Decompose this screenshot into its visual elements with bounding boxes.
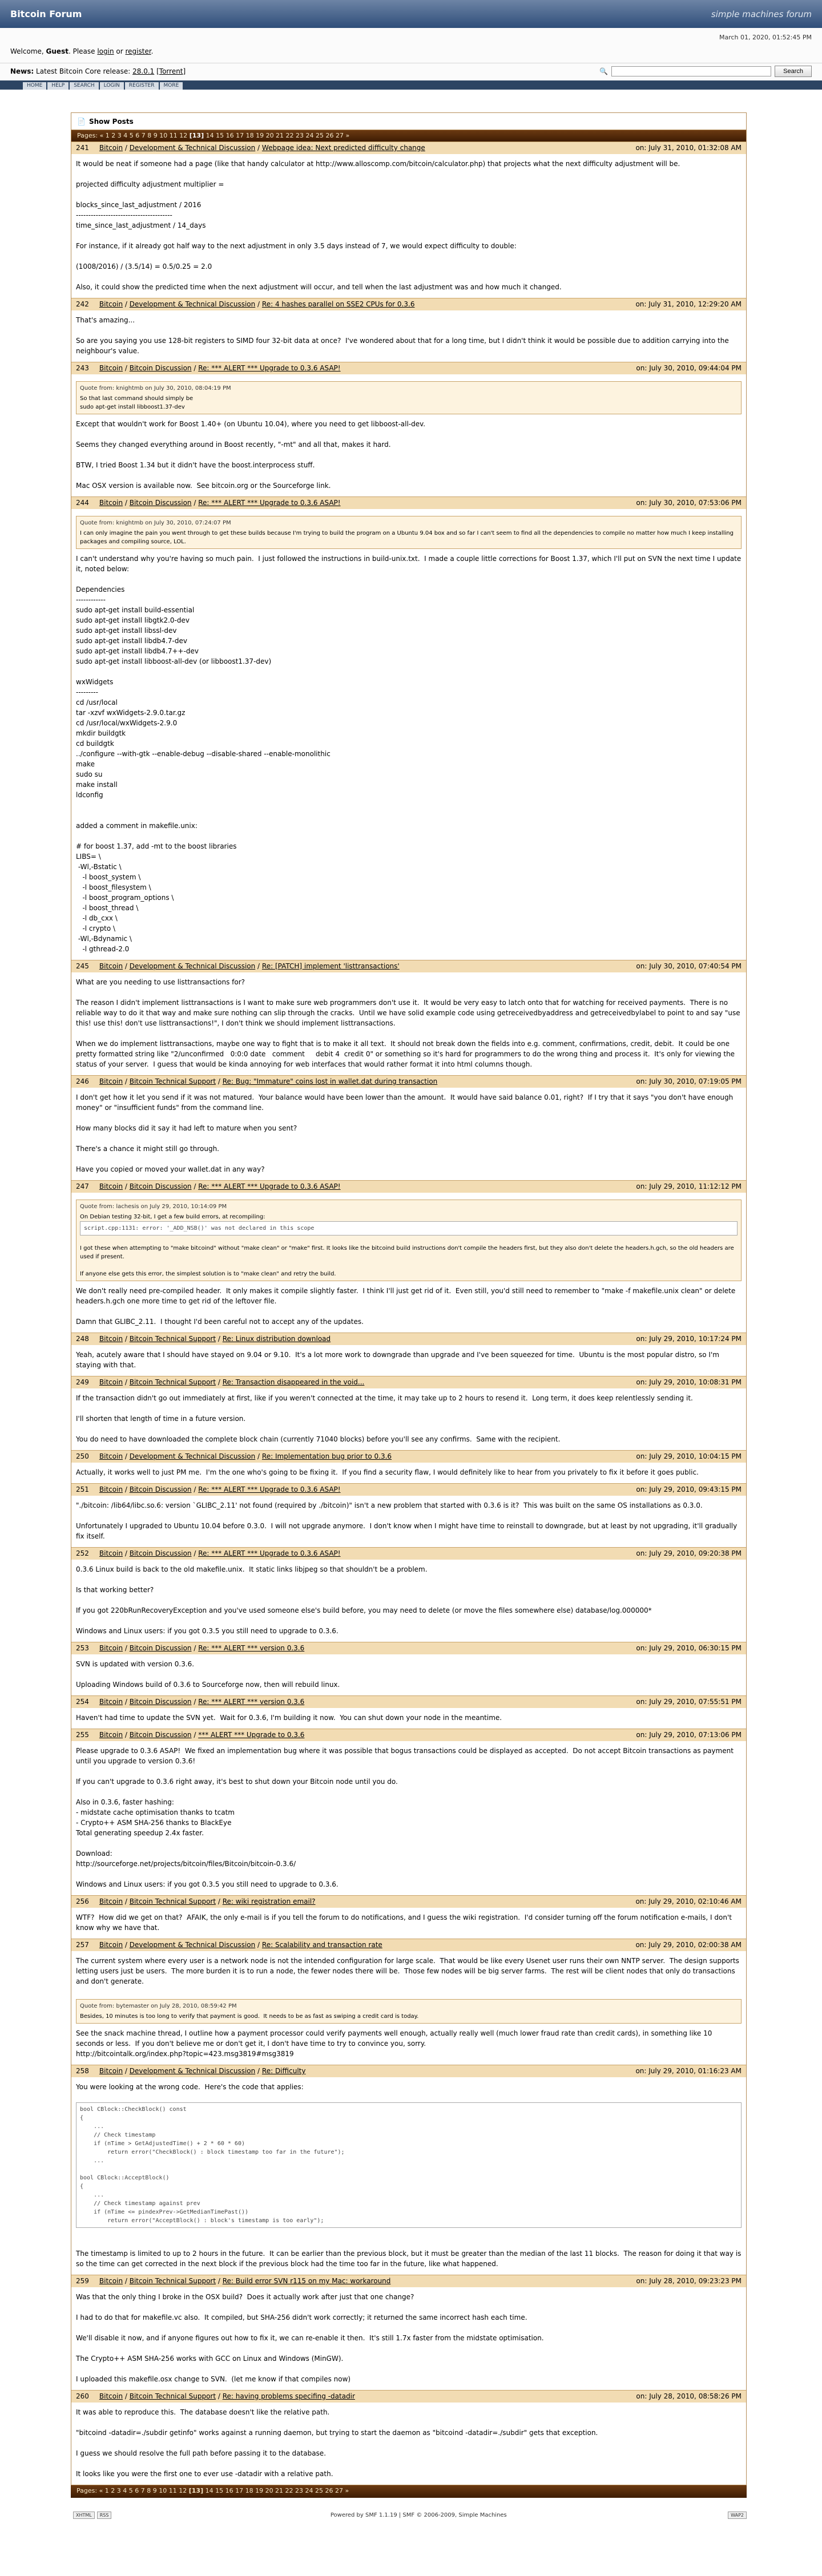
post-breadcrumb: Bitcoin / Bitcoin Discussion / Re: *** ALERT *** Upgrade to 0.3.6 ASAP! <box>99 1549 341 1557</box>
post-subject-link[interactable]: Re: Difficulty <box>261 2067 306 2075</box>
board-link[interactable]: Bitcoin <box>99 1182 123 1190</box>
post-meta <box>76 364 341 373</box>
post-number: 258 <box>76 2067 89 2075</box>
post-breadcrumb: Bitcoin / Bitcoin Technical Support / Re: having problems specifing -datadir <box>99 2392 355 2400</box>
search-input[interactable] <box>611 66 771 76</box>
post <box>71 1695 746 1729</box>
category-link[interactable]: Bitcoin Discussion <box>129 1485 192 1493</box>
post-date: on: July 29, 2010, 07:13:06 PM <box>636 1731 742 1739</box>
post-breadcrumb: Bitcoin / Development & Technical Discussion / Re: [PATCH] implement 'listtransactions' <box>99 962 400 970</box>
post-body: Please upgrade to 0.3.6 ASAP! We fixed an implementation bug where it was possible that bogus transactions could be displayed as accepted. Do not accept Bitcoin transactions as payment until you upgrade to version 0.3.6! If you can't upgrade to 0.3.6 right away, it's best to shut down your Bitcoin node until you do. Also in 0.3.6, faster hashing: - midstate cache optimisation thanks to tcatm - Crypto++ ASM SHA-256 thanks to BlackEye Total generating speedup 2.4x faster. Download: http://sourceforge.net/projects/bitcoin/files/Bitcoin/bitcoin-0.3.6/ Windows and Linux users: if you got 0.3.5 you still need to upgrade to 0.3.6. <box>76 1747 734 1888</box>
post-number: 241 <box>76 144 89 152</box>
post <box>71 1895 746 1939</box>
post-body: It would be neat if someone had a page (like that handy calculator at http://www.alloscomp.com/bitcoin/calculator.php) that projects what the next difficulty adjustment will be. projected difficulty adjustment multiplier = blocks_since_last_adjustment / 2016 --------------------------------------- time_since_last_adjustment / 14_days For instance, if it already got half way to the next adjustment in only 3.5 days instead of 7, we would expect difficulty to double: (1008/2016) / (3.5/14) = 0.5/0.25 = 2.0 Also, it could show the predicted time when the next adjustment will occur, and tell when the last adjustment was and how much it changed. <box>76 160 680 291</box>
post-header <box>71 1729 746 1741</box>
post-meta <box>76 1549 341 1558</box>
post-body: SVN is updated with version 0.3.6. Uploading Windows build of 0.3.6 to Sourceforge now, then will rebuild linux. <box>76 1660 340 1689</box>
post-number: 253 <box>76 1644 89 1652</box>
post-meta <box>76 1698 304 1706</box>
post-header <box>71 1939 746 1951</box>
post-meta <box>76 1182 341 1191</box>
menu-item-login[interactable]: LOGIN <box>100 82 124 90</box>
post-date: on: July 28, 2010, 08:58:26 PM <box>636 2392 742 2400</box>
post <box>71 960 746 1075</box>
category-link[interactable]: Development & Technical Discussion <box>129 1941 256 1949</box>
board-link[interactable]: Bitcoin <box>99 300 123 308</box>
board-link[interactable]: Bitcoin <box>99 1452 123 1460</box>
footer-badge-wap2[interactable]: WAP2 <box>728 2512 747 2519</box>
board-link[interactable]: Bitcoin <box>99 962 123 970</box>
post-body: It was able to reproduce this. The database doesn't like the relative path. "bitcoind -datadir=./subdir getinfo" works against a running daemon, but trying to start the daemon as "bitcoind -datadir=./subdir" gets that exception. I guess we should resolve the full path before passing it to the database. It looks like you were the first one to ever use -datadir with a relative path. <box>76 2408 598 2478</box>
post-date: on: July 28, 2010, 09:23:23 PM <box>636 2277 742 2285</box>
post-date: on: July 30, 2010, 09:44:04 PM <box>636 364 742 372</box>
post-meta <box>76 2067 305 2076</box>
smf-logo: simple machines forum <box>711 9 812 19</box>
post-number: 257 <box>76 1941 89 1949</box>
post-meta <box>76 300 414 309</box>
post-breadcrumb: Bitcoin / Bitcoin Discussion / Re: *** ALERT *** Upgrade to 0.3.6 ASAP! <box>99 1485 341 1493</box>
category-link[interactable]: Bitcoin Discussion <box>129 499 192 507</box>
post-number: 256 <box>76 1897 89 1905</box>
board-link[interactable]: Bitcoin <box>99 1077 123 1085</box>
post <box>71 1547 746 1642</box>
post-body: Quote from: lachesis on July 29, 2010, 10:14:09 PM On Debian testing 32-bit, I get a few build errors, at recompiling: script.cpp:1131: error: '_ADD_NSB()' was not declared in this scope I got these when attempting to "make bitcoind" without "make clean" or "make" first. It looks like the bitcoind build instructions don't compile the headers first, but they also don't delete the headers.h.gch, so the old headers are used if present. If anyone else gets this error, the simplest solution is to "make clean" and retry the build. We don't really need pre-compiled header. It only makes it compile slightly faster. I think I'll just get rid of it. Even still, you'd still need to remember to "make -f makefile.unix clean" or delete headers.h.gch one more time to get rid of the leftover file. Damn that GLIBC_2.11. I thought I'd been careful not to accept any of the updates. <box>71 1193 746 1333</box>
post-meta <box>76 1485 341 1494</box>
post-number: 247 <box>76 1182 89 1190</box>
post-breadcrumb: Bitcoin / Development & Technical Discussion / Re: Scalability and transaction rate <box>99 1941 382 1949</box>
category-link[interactable]: Bitcoin Technical Support <box>129 1897 216 1905</box>
category-link[interactable]: Bitcoin Discussion <box>129 1731 192 1739</box>
post-breadcrumb: Bitcoin / Bitcoin Discussion / Re: *** ALERT *** Upgrade to 0.3.6 ASAP! <box>99 499 341 507</box>
post-body: If the transaction didn't go out immediately at first, like if you weren't connected at the time, it may take up to 2 hours to resend it. Long term, it does keep relentlessly sending it. I'll shorten that length of time in a future version. You do need to have downloaded the complete block chain (currently 71040 blocks) before you'll see any confirms. Same with the recipient. <box>76 1394 693 1443</box>
post-meta <box>76 1897 316 1906</box>
post-subject-link[interactable]: Re: Linux distribution download <box>222 1335 331 1343</box>
post-subject-link[interactable]: Re: Build error SVN r115 on my Mac: workaround <box>222 2277 391 2285</box>
post-breadcrumb: Bitcoin / Bitcoin Discussion / Re: *** ALERT *** Upgrade to 0.3.6 ASAP! <box>99 364 341 372</box>
footer-badges-left <box>71 2512 111 2519</box>
post-date: on: July 29, 2010, 09:20:38 PM <box>636 1549 742 1557</box>
search-icon: 🔍 <box>599 67 609 75</box>
category-link[interactable]: Bitcoin Technical Support <box>129 2277 216 2285</box>
post-meta <box>76 2277 390 2286</box>
post <box>71 142 746 298</box>
post-header <box>71 362 746 374</box>
post <box>71 362 746 496</box>
post-subject-link[interactable]: Re: wiki registration email? <box>222 1897 316 1905</box>
post-body: That's amazing... So are you saying you use 128-bit registers to SIMD four 32-bit data at once? I've wondered about that for a long time, but I didn't think it would be possible due to addition carrying into the neighbour's value. <box>76 316 729 355</box>
post-subject-link[interactable]: Re: Transaction disappeared in the void... <box>222 1378 365 1386</box>
board-link[interactable]: Bitcoin <box>99 1941 123 1949</box>
footer-badges-right <box>726 2512 747 2519</box>
post-body: Haven't had time to update the SVN yet. Wait for 0.3.6, I'm building it now. You can shut down your node in the meantime. <box>76 1714 502 1722</box>
post-date: on: July 30, 2010, 07:19:05 PM <box>636 1077 742 1085</box>
category-link[interactable]: Bitcoin Technical Support <box>129 1077 216 1085</box>
post-subject-link[interactable]: Re: *** ALERT *** Upgrade to 0.3.6 ASAP! <box>198 499 341 507</box>
post-subject-link[interactable]: Re: *** ALERT *** Upgrade to 0.3.6 ASAP! <box>198 1485 341 1493</box>
news-bar <box>0 63 822 80</box>
post-subject-link[interactable]: Re: *** ALERT *** Upgrade to 0.3.6 ASAP! <box>198 364 341 372</box>
post-body: Actually, it works well to just PM me. I'm the one who's going to be fixing it. If you find a security flaw, I would definitely like to hear from you privately to fix it before it goes public. <box>76 1468 699 1476</box>
post-breadcrumb: Bitcoin / Development & Technical Discussion / Re: Implementation bug prior to 0.3.6 <box>99 1452 392 1460</box>
post-number: 243 <box>76 364 89 372</box>
register-link[interactable]: register <box>125 47 151 55</box>
post-meta <box>76 499 341 507</box>
post <box>71 1939 746 2065</box>
board-link[interactable]: Bitcoin <box>99 1549 123 1557</box>
post <box>71 2390 746 2485</box>
category-link[interactable]: Development & Technical Discussion <box>129 962 256 970</box>
post-header <box>71 1484 746 1496</box>
post-meta <box>76 1644 304 1653</box>
post-subject-link[interactable]: Re: Bug: "Immature" coins lost in wallet.dat during transaction <box>222 1077 438 1085</box>
post-date: on: July 29, 2010, 11:12:12 PM <box>636 1182 742 1190</box>
post-number: 244 <box>76 499 89 507</box>
post-breadcrumb: Bitcoin / Bitcoin Technical Support / Re: wiki registration email? <box>99 1897 316 1905</box>
menu-item-more[interactable]: MORE <box>160 82 183 90</box>
post-number: 242 <box>76 300 89 308</box>
post-date: on: July 29, 2010, 01:16:23 AM <box>635 2067 742 2075</box>
category-link[interactable]: Development & Technical Discussion <box>129 144 256 152</box>
category-link[interactable]: Development & Technical Discussion <box>129 300 256 308</box>
post-subject-link[interactable]: Webpage idea: Next predicted difficulty change <box>261 144 425 152</box>
powered-by: Powered by SMF 1.1.19 | SMF © 2006-2009, Simple Machines <box>330 2512 507 2518</box>
category-link[interactable]: Bitcoin Technical Support <box>129 1335 216 1343</box>
post-subject-link[interactable]: Re: *** ALERT *** Upgrade to 0.3.6 ASAP! <box>198 1549 341 1557</box>
post-meta <box>76 1731 304 1739</box>
post-number: 250 <box>76 1452 89 1460</box>
pagination-top[interactable]: Pages: « 1 2 3 4 5 6 7 8 9 10 11 12 [13] 14 15 16 17 18 19 20 21 22 23 24 25 26 27 » <box>71 130 746 142</box>
post-breadcrumb: Bitcoin / Bitcoin Discussion / Re: *** ALERT *** Upgrade to 0.3.6 ASAP! <box>99 1182 341 1190</box>
post-number: 260 <box>76 2392 89 2400</box>
category-link[interactable]: Development & Technical Discussion <box>129 1452 256 1460</box>
post-body: 0.3.6 Linux build is back to the old makefile.unix. It static links libjpeg so that shouldn't be a problem. Is that working better? If you got 220bRunRecoveryException and you've used someone else's build before, you may need to delete (or move the files somewhere else) database/log.000000* Windows and Linux users: if you got 0.3.5 you still need to upgrade to 0.3.6. <box>76 1565 652 1635</box>
post-meta <box>76 1077 437 1086</box>
post-header <box>71 1333 746 1345</box>
post-body: What are you needing to use listtransactions for? The reason I didn't implement listtransactions is I want to make sure web programmers don't use it. It would be very easy to latch onto that for watching for received payments. There is no reliable way to do it that way and make sure nothing can slip through the cracks. Until we have solid example code using getreceivedbyaddress and getreceivedbylabel to point to and say "use this! use this! don't use listtransactions!", I don't think we should implement listtransactions. When we do implement listtransactions, maybe one way to fight that is to make it all text. It should not break down the fields into e.g. comment, confirmations, credit, debit. It could be one pretty formatted string like "2/unconfirmed 0:0:0 date comment debit 4 credit 0" or something so it's hard for programmers to do the wrong thing and process it. It's only for viewing the status of your server. I guess that would be kinda annoying for web interfaces that would rather format it into html columns though. <box>76 978 740 1068</box>
post-header <box>71 1696 746 1708</box>
quote-header[interactable]: Quote from: lachesis on July 29, 2010, 10:14:09 PM <box>80 1204 227 1210</box>
main-menu <box>0 80 822 90</box>
post-header <box>71 1181 746 1193</box>
top-header <box>0 0 822 28</box>
post-header <box>71 2275 746 2287</box>
post <box>71 1075 746 1180</box>
post-body: Quote from: knightmb on July 30, 2010, 08:04:19 PM So that last command should simply be sudo apt-get install libboost1.37-dev Except that wouldn't work for Boost 1.40+ (on Ubuntu 10.04), where you need to get libboost-all-dev. Seems they changed everything around in Boost recently, "-mt" and all that, makes it hard. BTW, I tried Boost 1.34 but it didn't have the boost.interprocess stuff. Mac OSX version is available now. See bitcoin.org or the Sourceforge link. <box>71 374 746 496</box>
post-breadcrumb: Bitcoin / Development & Technical Discussion / Re: 4 hashes parallel on SSE2 CPUs for 0.3.6 <box>99 300 415 308</box>
post-number: 248 <box>76 1335 89 1343</box>
menu-item-help[interactable]: HELP <box>47 82 68 90</box>
post-breadcrumb: Bitcoin / Bitcoin Technical Support / Re: Linux distribution download <box>99 1335 331 1343</box>
user-bar <box>0 28 822 63</box>
post-breadcrumb: Bitcoin / Bitcoin Discussion / Re: *** ALERT *** version 0.3.6 <box>99 1644 305 1652</box>
post-subject-link[interactable]: Re: 4 hashes parallel on SSE2 CPUs for 0.3.6 <box>261 300 415 308</box>
post-header <box>71 298 746 310</box>
post-header <box>71 1376 746 1388</box>
post-date: on: July 29, 2010, 02:00:38 AM <box>635 1941 742 1949</box>
post-meta <box>76 962 400 971</box>
post <box>71 298 746 362</box>
quote-block: Quote from: bytemaster on July 28, 2010, 08:59:42 PM Besides, 10 minutes is too long to verify that payment is good. It needs to be as fast as swiping a credit card is today. <box>76 1999 742 2024</box>
search-area <box>599 66 812 77</box>
category-link[interactable]: Development & Technical Discussion <box>129 2067 256 2075</box>
code-block: script.cpp:1131: error: '_ADD_NSB()' was not declared in this scope <box>80 1221 738 1235</box>
post-breadcrumb: Bitcoin / Bitcoin Discussion / Re: *** ALERT *** version 0.3.6 <box>99 1698 305 1706</box>
post-date: on: July 29, 2010, 10:08:31 PM <box>636 1378 742 1386</box>
post-breadcrumb: Bitcoin / Development & Technical Discussion / Re: Difficulty <box>99 2067 306 2075</box>
site-title[interactable]: Bitcoin Forum <box>10 9 82 19</box>
welcome-text: Welcome, Guest. Please login or register. <box>10 47 154 55</box>
post-breadcrumb: Bitcoin / Bitcoin Technical Support / Re: Transaction disappeared in the void... <box>99 1378 365 1386</box>
post-subject-link[interactable]: Re: *** ALERT *** version 0.3.6 <box>198 1698 305 1706</box>
menu-item-home[interactable]: HOME <box>23 82 46 90</box>
post-header <box>71 1451 746 1463</box>
post-number: 259 <box>76 2277 89 2285</box>
post-number: 254 <box>76 1698 89 1706</box>
post-date: on: July 29, 2010, 09:43:15 PM <box>636 1485 742 1493</box>
post-number: 246 <box>76 1077 89 1085</box>
post-header <box>71 1642 746 1654</box>
post <box>71 1483 746 1547</box>
quote-header[interactable]: Quote from: bytemaster on July 28, 2010, 08:59:42 PM <box>80 2003 237 2009</box>
post <box>71 1729 746 1895</box>
post-number: 245 <box>76 962 89 970</box>
post-body: I don't get how it let you send if it was not matured. Your balance would have been lower than the amount. It would have said balance 0.01, right? If I try that it says "you don't have enough money" or "insufficient funds" from the command line. How many blocks did it say it had left to mature when you sent? There's a chance it might still go through. Have you copied or moved your wallet.dat in any way? <box>76 1093 734 1173</box>
post-breadcrumb: Bitcoin / Bitcoin Technical Support / Re: Build error SVN r115 on my Mac: workaround <box>99 2277 391 2285</box>
board-link[interactable]: Bitcoin <box>99 144 123 152</box>
footer-badge-xhtml[interactable]: XHTML <box>73 2512 95 2519</box>
post-header <box>71 2065 746 2077</box>
post-breadcrumb: Bitcoin / Bitcoin Discussion / *** ALERT *** Upgrade to 0.3.6 <box>99 1731 305 1739</box>
post-number: 251 <box>76 1485 89 1493</box>
post-subject-link[interactable]: *** ALERT *** Upgrade to 0.3.6 <box>198 1731 305 1739</box>
post-body: The current system where every user is a network node is not the intended configuration for large scale. That would be like every Usenet user runs their own NNTP server. The design supports letting users just be users. The more burden it is to run a node, the fewer nodes there will be. Those few nodes will be big server farms. The rest will be client nodes that only do transactions and don't generate. Quote from: bytemaster on July 28, 2010, 08:59:42 PM Besides, 10 minutes is too long to verify that payment is good. It needs to be as fast as swiping a credit card is today. See the snack machine thread, I outline how a payment processor could verify payments well enough, actually really well (much lower fraud rate than credit cards), in something like 10 seconds or less. If you don't believe me or don't get it, I don't have time to try to convince you, sorry. http://bitcointalk.org/index.php?topic=423.msg3819#msg3819 <box>71 1951 746 2065</box>
post-meta <box>76 1941 382 1949</box>
post-subject-link[interactable]: Re: *** ALERT *** version 0.3.6 <box>198 1644 305 1652</box>
post-date: on: July 29, 2010, 02:10:46 AM <box>635 1897 742 1905</box>
post <box>71 2275 746 2390</box>
post-date: on: July 30, 2010, 07:40:54 PM <box>636 962 742 970</box>
post-subject-link[interactable]: Re: *** ALERT *** Upgrade to 0.3.6 ASAP! <box>198 1182 341 1190</box>
pagination-bottom[interactable]: Pages: « 1 2 3 4 5 6 7 8 9 10 11 12 [13] 14 15 16 17 18 19 20 21 22 23 24 25 26 27 » <box>71 2485 747 2498</box>
board-link[interactable]: Bitcoin <box>99 499 123 507</box>
category-link[interactable]: Bitcoin Discussion <box>129 1182 192 1190</box>
board-link[interactable]: Bitcoin <box>99 1485 123 1493</box>
post-header <box>71 497 746 509</box>
post-date: on: July 31, 2010, 01:32:08 AM <box>635 144 742 152</box>
post-header <box>71 2391 746 2403</box>
posts-panel <box>71 112 747 2485</box>
post-body: "./bitcoin: /lib64/libc.so.6: version `GLIBC_2.11' not found (required by ./bitcoin)" isn't a new problem that started with 0.3.6 is it? This was built on the same OS installations as 0.3.0. Unfortunately I upgraded to Ubuntu 10.04 before 0.3.0. I will not upgrade anymore. I don't know when I might have time to reinstall to downgrade, but at least by not upgrading, it'll gradually fix itself. <box>76 1501 738 1540</box>
post-meta <box>76 144 425 152</box>
category-link[interactable]: Bitcoin Discussion <box>129 1644 192 1652</box>
post-subject-link[interactable]: Re: [PATCH] implement 'listtransactions' <box>261 962 400 970</box>
post-header <box>71 142 746 154</box>
post-body: You were looking at the wrong code. Here's the code that applies: bool CBlock::CheckBlock() const { ... // Check timestamp if (nTime > GetAdjustedTime() + 2 * 60 * 60) return error("CheckBlock() : block timestamp too far in the future"); ... bool CBlock::AcceptBlock() { ... // Check timestamp against prev if (nTime <= pindexPrev->GetMedianTimePast()) return error("AcceptBlock() : block's timestamp is too early"); The timestamp is limited to up to 2 hours in the future. It can be earlier than the previous block, but it must be greater than the median of the last 11 blocks. The reason for doing it that way is so the time can get corrected in the next block if the previous block had the time too far in the future, like what happened. <box>76 2083 742 2268</box>
panel-title: 📄 Show Posts <box>71 113 746 130</box>
post <box>71 1180 746 1333</box>
post <box>71 1642 746 1695</box>
board-link[interactable]: Bitcoin <box>99 1897 123 1905</box>
posts-icon: 📄 <box>77 117 86 126</box>
post-meta <box>76 1452 392 1461</box>
post-meta <box>76 1378 364 1387</box>
quote-block: Quote from: knightmb on July 30, 2010, 08:04:19 PM So that last command should simply be sudo apt-get install libboost1.37-dev <box>76 381 742 414</box>
post <box>71 496 746 960</box>
board-link[interactable]: Bitcoin <box>99 1378 123 1386</box>
post-subject-link[interactable]: Re: Scalability and transaction rate <box>261 1941 382 1949</box>
board-link[interactable]: Bitcoin <box>99 2277 123 2285</box>
board-link[interactable]: Bitcoin <box>99 1644 123 1652</box>
category-link[interactable]: Bitcoin Discussion <box>129 364 192 372</box>
post-body: WTF? How did we get on that? AFAIK, the only e-mail is if you tell the forum to do notifications, and I guess the wiki registration. I'd consider turning off the forum notification e-mails, I don't know why we have that. <box>76 1913 734 1932</box>
category-link[interactable]: Bitcoin Discussion <box>129 1549 192 1557</box>
board-link[interactable]: Bitcoin <box>99 364 123 372</box>
category-link[interactable]: Bitcoin Discussion <box>129 1698 192 1706</box>
quote-header[interactable]: Quote from: knightmb on July 30, 2010, 07:24:07 PM <box>80 520 231 526</box>
login-link[interactable]: login <box>97 47 114 55</box>
post-number: 252 <box>76 1549 89 1557</box>
post-header <box>71 960 746 972</box>
board-link[interactable]: Bitcoin <box>99 1731 123 1739</box>
menu-item-search[interactable]: SEARCH <box>70 82 98 90</box>
post <box>71 1333 746 1376</box>
post-breadcrumb: Bitcoin / Development & Technical Discussion / Webpage idea: Next predicted difficulty change <box>99 144 425 152</box>
quote-block: Quote from: lachesis on July 29, 2010, 10:14:09 PM On Debian testing 32-bit, I get a few build errors, at recompiling: script.cpp:1131: error: '_ADD_NSB()' was not declared in this scope I got these when attempting to "make bitcoind" without "make clean" or "make" first. It looks like the bitcoind build instructions don't compile the headers first, but they also don't delete the headers.h.gch, so the old headers are used if present. If anyone else gets this error, the simplest solution is to "make clean" and retry the build. <box>76 1200 742 1281</box>
post-header <box>71 1076 746 1088</box>
post-date: on: July 29, 2010, 07:55:51 PM <box>636 1698 742 1706</box>
news-torrent-link[interactable]: [Torrent] <box>156 67 186 75</box>
board-link[interactable]: Bitcoin <box>99 1335 123 1343</box>
post-list <box>71 142 746 2485</box>
footer-badge-rss[interactable]: RSS <box>97 2512 112 2519</box>
quote-block: Quote from: knightmb on July 30, 2010, 07:24:07 PM I can only imagine the pain you went through to get these builds because I'm trying to build the program on a Ubuntu 9.04 box and so far I can't seem to find all the dependencies to compile no matter how much I keep installing packages and compiling source, LOL. <box>76 516 742 549</box>
post-breadcrumb: Bitcoin / Bitcoin Technical Support / Re: Bug: "Immature" coins lost in wallet.dat during transaction <box>99 1077 438 1085</box>
current-datetime: March 01, 2020, 01:52:45 PM <box>719 34 812 41</box>
post-date: on: July 31, 2010, 12:29:20 AM <box>635 300 742 308</box>
post-number: 249 <box>76 1378 89 1386</box>
code-block: bool CBlock::CheckBlock() const { ... // Check timestamp if (nTime > GetAdjustedTime() + 2 * 60 * 60) return error("CheckBlock() : block timestamp too far in the future"); ... bool CBlock::AcceptBlock() { ... // Check timestamp against prev if (nTime <= pindexPrev->GetMedianTimePast()) return error("AcceptBlock() : block's timestamp is too early"); <box>76 2102 742 2228</box>
post-header <box>71 1548 746 1560</box>
post-date: on: July 30, 2010, 07:53:06 PM <box>636 499 742 507</box>
post-meta <box>76 2392 355 2401</box>
board-link[interactable]: Bitcoin <box>99 2067 123 2075</box>
footer <box>71 2504 747 2526</box>
post-meta <box>76 1335 331 1343</box>
search-button[interactable]: Search <box>775 66 812 77</box>
quote-header[interactable]: Quote from: knightmb on July 30, 2010, 08:04:19 PM <box>80 385 231 391</box>
category-link[interactable]: Bitcoin Technical Support <box>129 1378 216 1386</box>
category-link[interactable]: Bitcoin Technical Support <box>129 2392 216 2400</box>
post-date: on: July 29, 2010, 10:17:24 PM <box>636 1335 742 1343</box>
board-link[interactable]: Bitcoin <box>99 1698 123 1706</box>
post-header <box>71 1896 746 1908</box>
post-number: 255 <box>76 1731 89 1739</box>
news-text: News: Latest Bitcoin Core release: 28.0.1 [Torrent] <box>10 67 186 75</box>
post <box>71 1450 746 1483</box>
post-subject-link[interactable]: Re: having problems specifing -datadir <box>222 2392 355 2400</box>
post-body: Was that the only thing I broke in the OSX build? Does it actually work after just that one change? I had to do that for makefile.vc also. It compiled, but SHA-256 didn't work correctly; it returned the same incorrect hash each time. We'll disable it now, and if anyone figures out how to fix it, we can re-enable it then. It's still 1.7x faster from the midstate optimisation. The Crypto++ ASM SHA-256 works with GCC on Linux and Windows (MinGW). I uploaded this makefile.osx change to SVN. (let me know if that compiles now) <box>76 2293 544 2383</box>
post-body: Quote from: knightmb on July 30, 2010, 07:24:07 PM I can only imagine the pain you went through to get these builds because I'm trying to build the program on a Ubuntu 9.04 box and so far I can't seem to find all the dependencies to compile no matter how much I keep installing packages and compiling source, LOL. I can't understand why you're having so much pain. I just followed the instructions in build-unix.txt. I made a couple little corrections for Boost 1.37, which I'll put on SVN the next time I update it, noted below: Dependencies ------------ sudo apt-get install build-essential sudo apt-get install libgtk2.0-dev sudo apt-get install libssl-dev sudo apt-get install libdb4.7-dev sudo apt-get install libdb4.7++-dev sudo apt-get install libboost-all-dev (or libboost1.37-dev) wxWidgets --------- cd /usr/local tar -xzvf wxWidgets-2.9.0.tar.gz cd /usr/local/wxWidgets-2.9.0 mkdir buildgtk cd buildgtk ../configure --with-gtk --enable-debug --disable-shared --enable-monolithic make sudo su make install ldconfig added a comment in makefile.unix: # for boost 1.37, add -mt to the boost libraries LIBS= \ -Wl,-Bstatic \ -l boost_system \ -l boost_filesystem \ -l boost_program_options \ -l boost_thread \ -l db_cxx \ -l crypto \ -Wl,-Bdynamic \ -l gthread-2.0 <box>71 509 746 960</box>
post-subject-link[interactable]: Re: Implementation bug prior to 0.3.6 <box>261 1452 392 1460</box>
board-link[interactable]: Bitcoin <box>99 2392 123 2400</box>
post <box>71 2065 746 2275</box>
post-date: on: July 29, 2010, 10:04:15 PM <box>636 1452 742 1460</box>
post-body: Yeah, acutely aware that I should have stayed on 9.04 or 9.10. It's a lot more work to downgrade than upgrade and I've been squeezed for time. Ubuntu is the most popular distro, so I'm staying with that. <box>76 1351 722 1369</box>
post-date: on: July 29, 2010, 06:30:15 PM <box>636 1644 742 1652</box>
news-version-link[interactable]: 28.0.1 <box>132 67 155 75</box>
menu-item-register[interactable]: REGISTER <box>125 82 159 90</box>
post <box>71 1376 746 1450</box>
